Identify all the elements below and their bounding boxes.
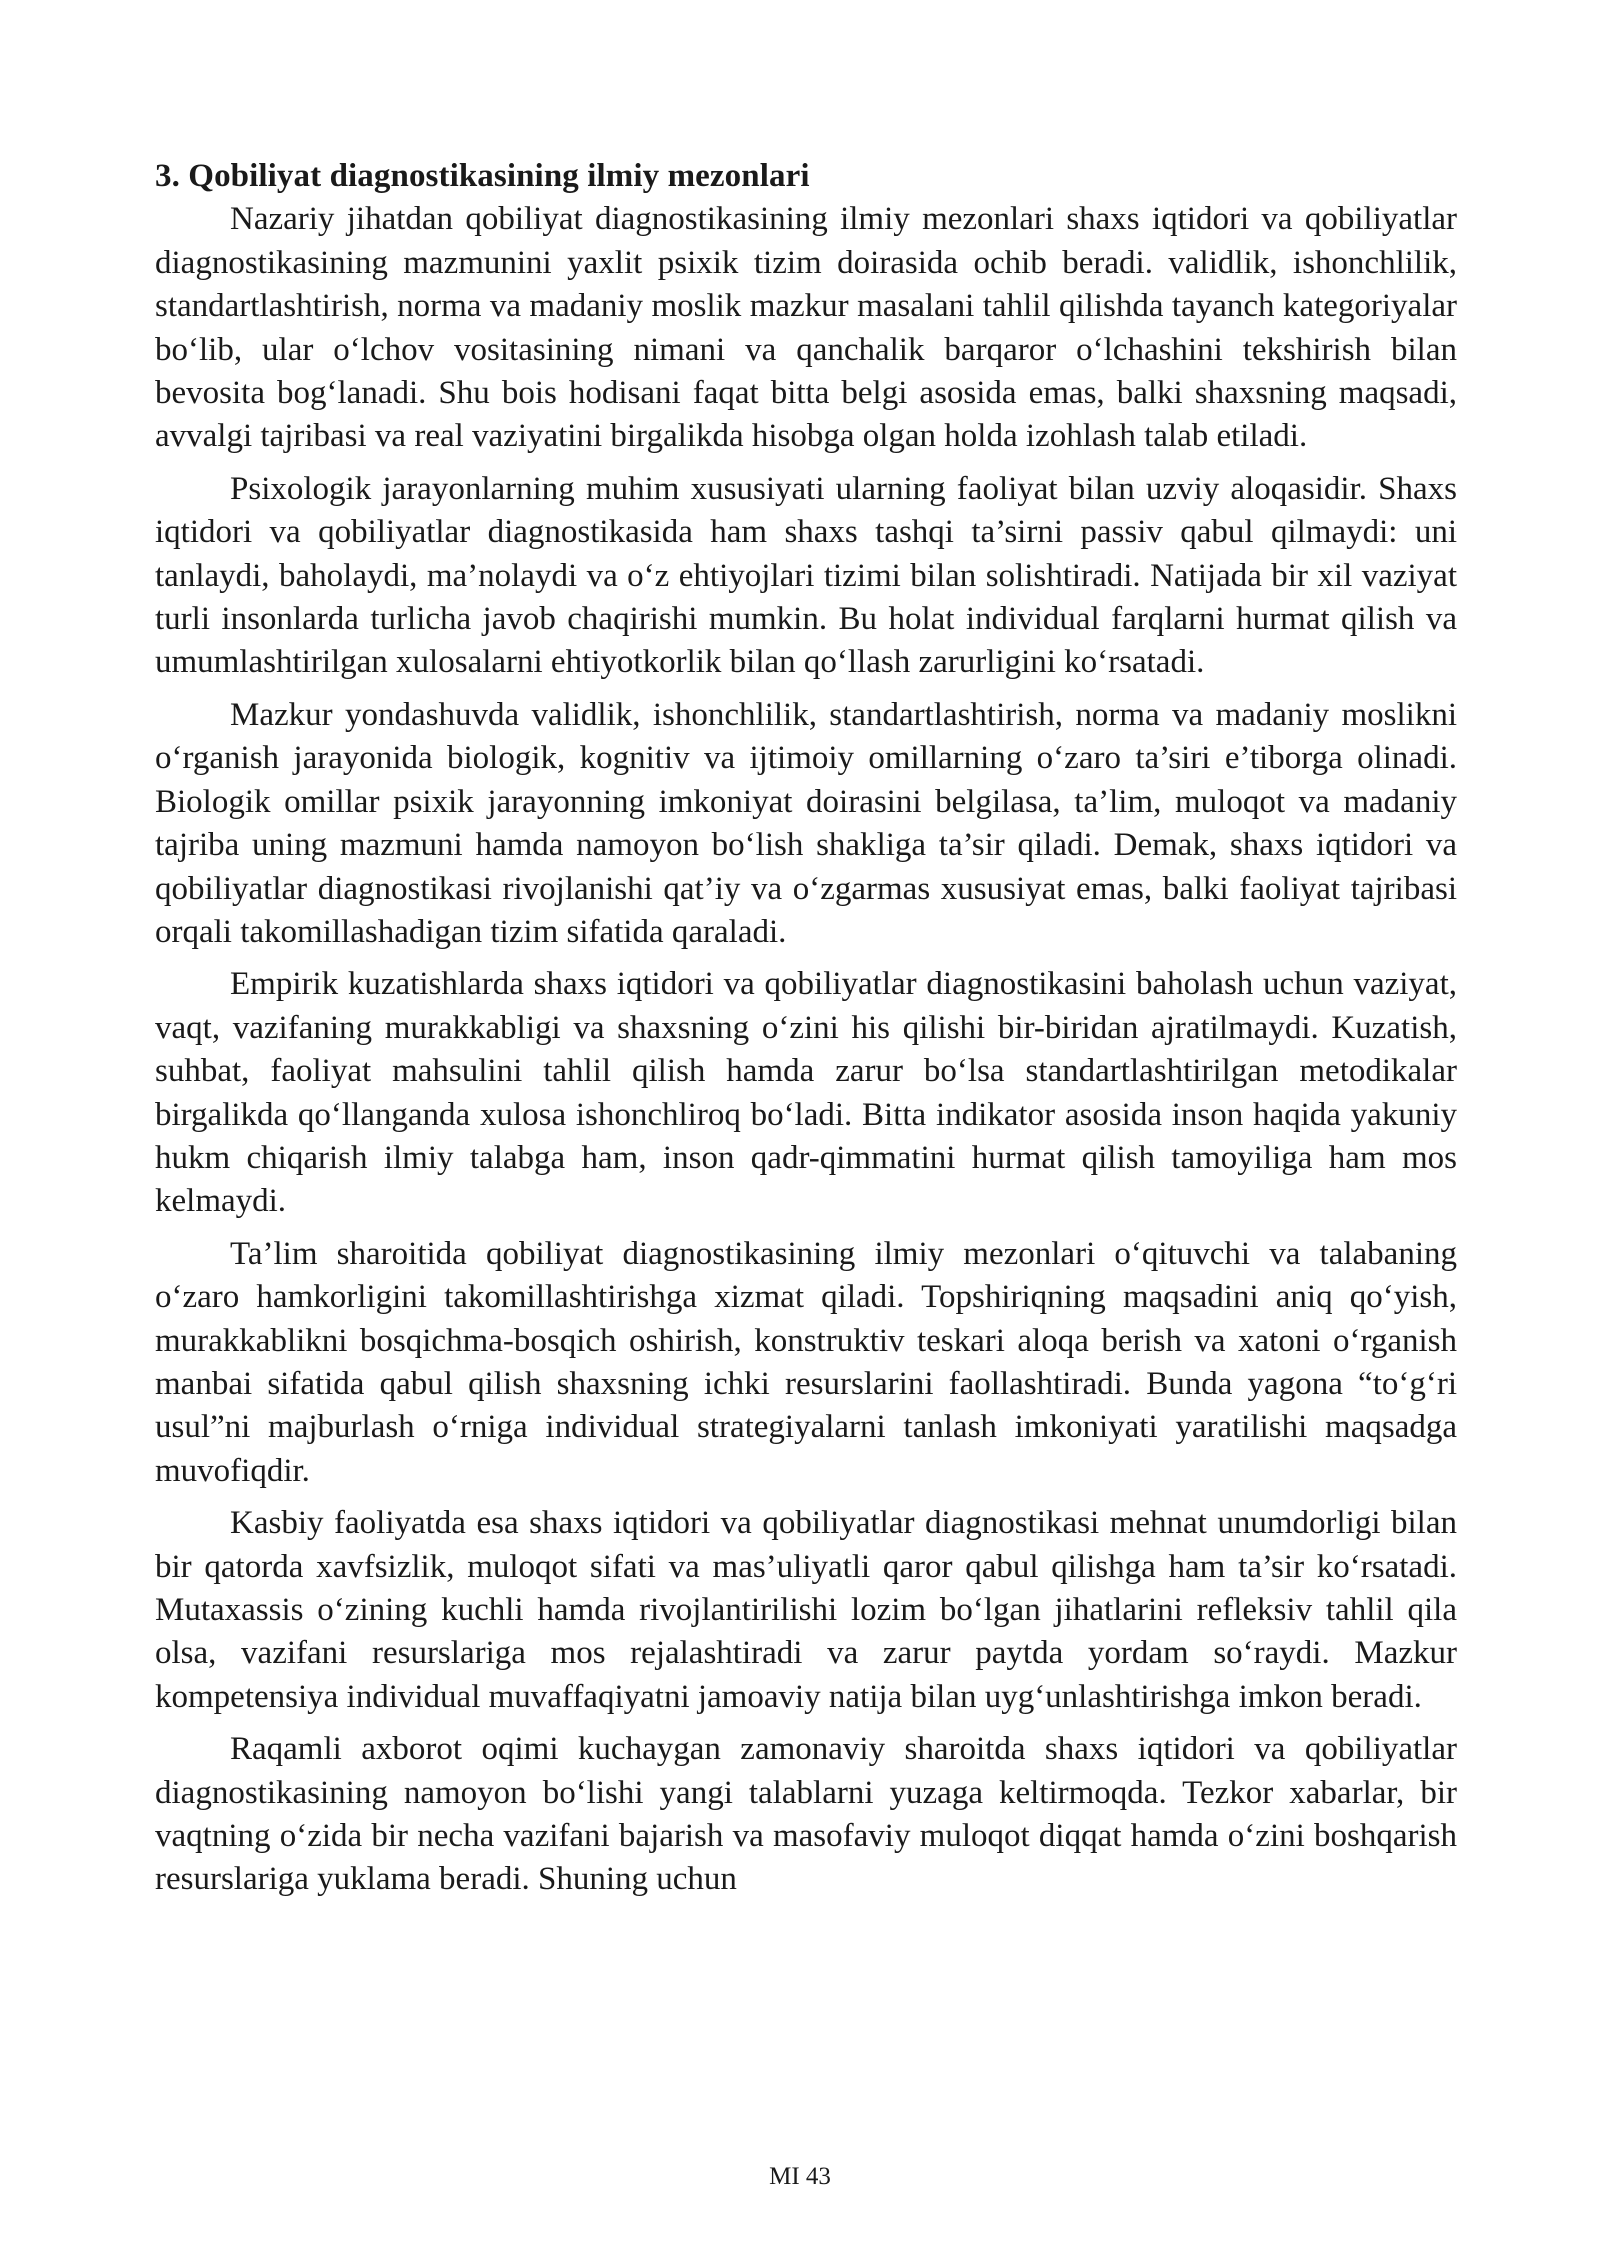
paragraph-6: Kasbiy faoliyatda esa shaxs iqtidori va qobiliyatlar diagnostikasi mehnat unumdorligi bilan bir qatorda xavfsizlik, muloqot sifati va mas’uliyatli qaror qabul qilishga ham ta’sir ko‘rsatadi. Mutaxassis o‘zining kuchli hamda rivojlantirilishi lozim bo‘lgan jihatlarini refleksiv tahlil qila olsa, vazifani resurslariga mos rejalashtiradi va zarur paytda yordam so‘raydi. Mazkur kompetensiya individual muvaffaqiyatni jamoaviy natija bilan uyg‘unlashtirishga imkon beradi. xyxy=(155,1505,1457,1715)
page-content xyxy=(155,155,1457,1902)
paragraph-4: Empirik kuzatishlarda shaxs iqtidori va qobiliyatlar diagnostikasini baholash uchun vaziyat, vaqt, vazifaning murakkabligi va shaxsning o‘zini his qilishi bir-biridan ajratilmaydi. Kuzatish, suhbat, faoliyat mahsulini tahlil qilish hamda zarur bo‘lsa standartlashtirilgan metodikalar birgalikda qo‘llanganda xulosa ishonchliroq bo‘ladi. Bitta indikator asosida inson haqida yakuniy hukm chiqarish ilmiy talabga ham, inson qadr-qimmatini hurmat qilish tamoyiliga ham mos kelmaydi. xyxy=(155,966,1457,1220)
page-number: MI 43 xyxy=(769,2163,831,2190)
section-heading: 3. Qobiliyat diagnostikasining ilmiy mezonlari xyxy=(155,158,810,194)
paragraph-2: Psixologik jarayonlarning muhim xususiyati ularning faoliyat bilan uzviy aloqasidir. Shaxs iqtidori va qobiliyatlar diagnostikasida ham shaxs tashqi ta’sirni passiv qabul qilmaydi: uni tanlaydi, baholaydi, ma’nolaydi va o‘z ehtiyojlari tizimi bilan solishtiradi. Natijada bir xil vaziyat turli insonlarda turlicha javob chaqirishi mumkin. Bu holat individual farqlarni hurmat qilish va umumlashtirilgan xulosalarni ehtiyotkorlik bilan qo‘llash zarurligini ko‘rsatadi. xyxy=(155,470,1457,681)
paragraph-7: Raqamli axborot oqimi kuchaygan zamonaviy sharoitda shaxs iqtidori va qobiliyatlar diagnostikasining namoyon bo‘lishi yangi talablarni yuzaga keltirmoqda. Tezkor xabarlar, bir vaqtning o‘zida bir necha vazifani bajarish va masofaviy muloqot diqqat hamda o‘zini boshqarish resurslariga yuklama beradi. Shuning uchun xyxy=(155,1731,1457,1898)
paragraph-1: Nazariy jihatdan qobiliyat diagnostikasining ilmiy mezonlari shaxs iqtidori va qobiliyatlar diagnostikasining mazmunini yaxlit psixik tizim doirasida ochib beradi. validlik, ishonchlilik, standartlashtirish, norma va madaniy moslik mazkur masalani tahlil qilishda tayanch kategoriyalar bo‘lib, ular o‘lchov vositasining nimani va qanchalik barqaror o‘lchashini tekshirish bilan bevosita bog‘lanadi. Shu bois hodisani faqat bitta belgi asosida emas, balki shaxsning maqsadi, avvalgi tajribasi va real vaziyatini birgalikda hisobga olgan holda izohlash talab etiladi. xyxy=(155,201,1457,455)
paragraph-5: Ta’lim sharoitida qobiliyat diagnostikasining ilmiy mezonlari o‘qituvchi va talabaning o‘zaro hamkorligini takomillashtirishga xizmat qiladi. Topshiriqning maqsadini aniq qo‘yish, murakkablikni bosqichma-bosqich oshirish, konstruktiv teskari aloqa berish va xatoni o‘rganish manbai sifatida qabul qilish shaxsning ichki resurslarini faollashtiradi. Bunda yagona “to‘g‘ri usul”ni majburlash o‘rniga individual strategiyalarni tanlash imkoniyati yaratilishi maqsadga muvofiqdir. xyxy=(155,1235,1457,1489)
paragraph-3: Mazkur yondashuvda validlik, ishonchlilik, standartlashtirish, norma va madaniy moslikni o‘rganish jarayonida biologik, kognitiv va ijtimoiy omillarning o‘zaro ta’siri e’tiborga olinadi. Biologik omillar psixik jarayonning imkoniyat doirasini belgilasa, ta’lim, muloqot va madaniy tajriba uning mazmuni hamda namoyon bo‘lish shakliga ta’sir qiladi. Demak, shaxs iqtidori va qobiliyatlar diagnostikasi rivojlanishi qat’iy va o‘zgarmas xususiyat emas, balki faoliyat tajribasi orqali takomillashadigan tizim sifatida qaraladi. xyxy=(155,696,1457,950)
